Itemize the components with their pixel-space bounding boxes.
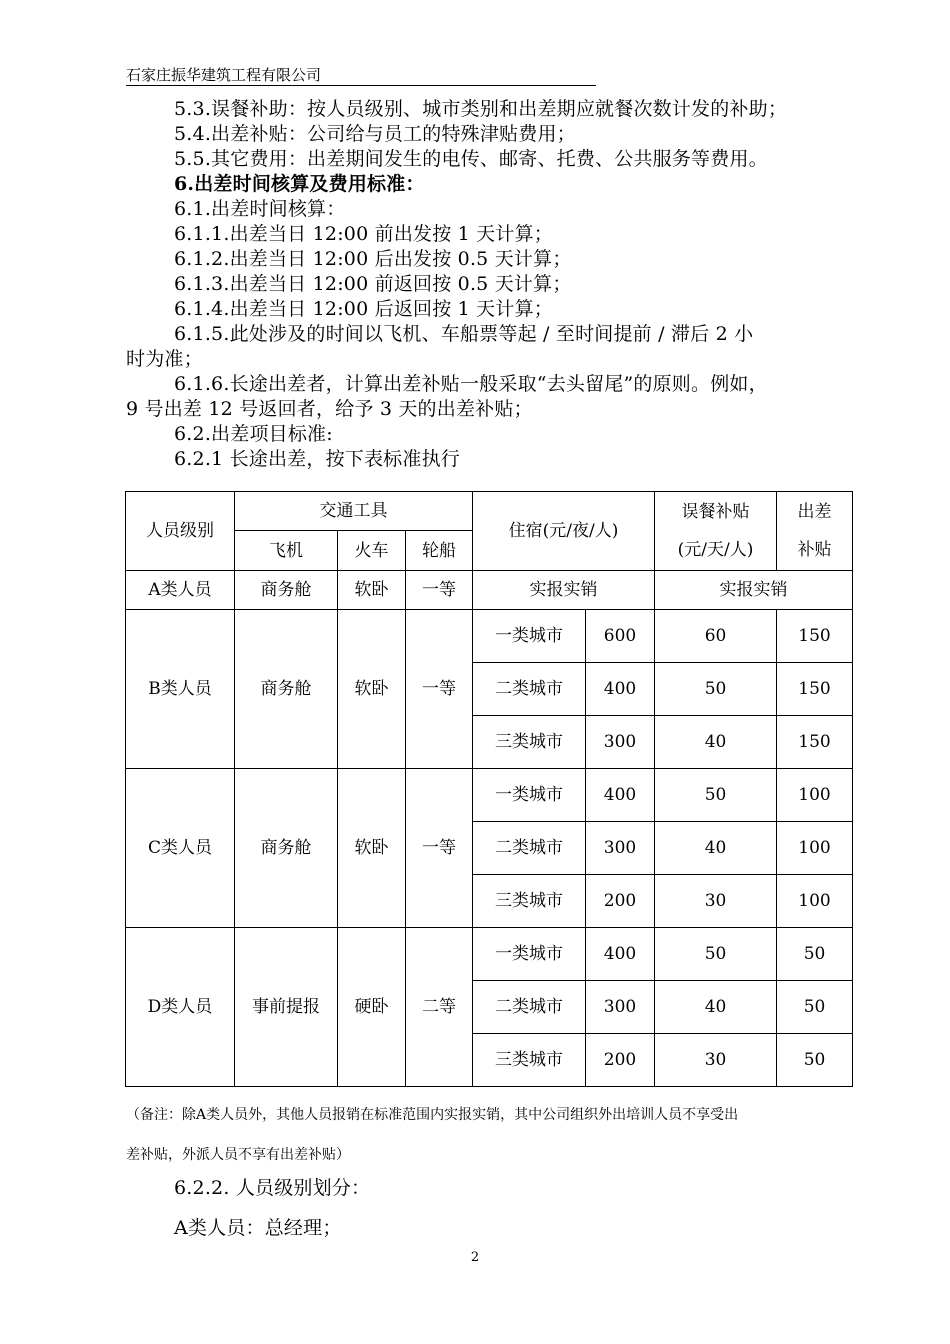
plane-cell: 事前提报 <box>235 928 338 1087</box>
plane-cell: 商务舱 <box>235 571 338 610</box>
header-ship: 轮船 <box>406 531 473 571</box>
city-cell: 三类城市 <box>473 716 586 769</box>
header-allowance <box>777 492 853 571</box>
allowance-cell: 150 <box>777 716 853 769</box>
city-cell: 二类城市 <box>473 822 586 875</box>
section-heading-6: 6.出差时间核算及费用标准： <box>174 173 425 195</box>
plane-cell: 商务舱 <box>235 610 338 769</box>
header-allowance-line2: 补贴 <box>797 540 832 560</box>
meal-cell: 40 <box>655 716 777 769</box>
meal-cell: 50 <box>655 928 777 981</box>
allowance-cell: 100 <box>777 822 853 875</box>
ship-cell: 二等 <box>406 928 473 1087</box>
header-train: 火车 <box>338 531 406 571</box>
paragraph-6-2-1: 6.2.1 长途出差，按下表标准执行 <box>174 448 460 470</box>
header-level: 人员级别 <box>126 492 235 571</box>
table-row <box>126 769 853 822</box>
meal-cell: 40 <box>655 822 777 875</box>
city-cell: 三类城市 <box>473 1034 586 1087</box>
lodging-cell: 实报实销 <box>473 571 655 610</box>
body-text <box>126 97 866 472</box>
city-cell: 三类城市 <box>473 875 586 928</box>
page-number: 2 <box>470 1250 480 1265</box>
lodging-cell: 300 <box>586 822 655 875</box>
paragraph-6-1-6-cont: 9 号出差 12 号返回者，给予 3 天的出差补贴； <box>126 398 533 420</box>
allowance-cell: 100 <box>777 769 853 822</box>
table-row <box>126 571 853 610</box>
table-row <box>126 610 853 663</box>
company-name: 石家庄振华建筑工程有限公司 <box>126 66 322 84</box>
paragraph-6-1-1: 6.1.1.出差当日 12:00 前出发按 1 天计算； <box>174 223 553 245</box>
header-meal <box>655 492 777 571</box>
city-cell: 二类城市 <box>473 981 586 1034</box>
note-line-2: 差补贴，外派人员不享有出差补贴） <box>126 1147 350 1163</box>
ship-cell: 一等 <box>406 571 473 610</box>
paragraph-6-1-4: 6.1.4.出差当日 12:00 后返回按 1 天计算； <box>174 298 553 320</box>
header-transport: 交通工具 <box>235 492 473 531</box>
page-header <box>126 66 596 86</box>
paragraph-6-1-3: 6.1.3.出差当日 12:00 前返回按 0.5 天计算； <box>174 273 572 295</box>
plane-cell: 商务舱 <box>235 769 338 928</box>
meal-cell: 50 <box>655 663 777 716</box>
paragraph-6-1-2: 6.1.2.出差当日 12:00 后出发按 0.5 天计算； <box>174 248 572 270</box>
paragraph-6-1: 6.1.出差时间核算： <box>174 198 346 220</box>
train-cell: 软卧 <box>338 571 406 610</box>
paragraph-6-1-6: 6.1.6.长途出差者，计算出差补贴一般采取“去头留尾”的原则。例如， <box>174 373 768 395</box>
header-lodging: 住宿(元/夜/人) <box>473 492 655 571</box>
meal-cell: 30 <box>655 1034 777 1087</box>
allowance-cell: 50 <box>777 981 853 1034</box>
train-cell: 软卧 <box>338 769 406 928</box>
allowance-cell: 150 <box>777 663 853 716</box>
train-cell: 硬卧 <box>338 928 406 1087</box>
meal-allowance-cell: 实报实销 <box>655 571 853 610</box>
city-cell: 一类城市 <box>473 610 586 663</box>
train-cell: 软卧 <box>338 610 406 769</box>
meal-cell: 50 <box>655 769 777 822</box>
after-table-text <box>126 1168 866 1248</box>
paragraph-5-4: 5.4.出差补贴：公司给与员工的特殊津贴费用； <box>174 123 576 145</box>
meal-cell: 30 <box>655 875 777 928</box>
paragraph-5-3: 5.3.误餐补助：按人员级别、城市类别和出差期应就餐次数计发的补助； <box>174 98 788 120</box>
header-plane: 飞机 <box>235 531 338 571</box>
city-cell: 一类城市 <box>473 928 586 981</box>
meal-cell: 40 <box>655 981 777 1034</box>
travel-standard-table <box>125 491 853 1087</box>
note-line-1: （备注：除A类人员外，其他人员报销在标准范围内实报实销，其中公司组织外出培训人员不享受出 <box>126 1107 739 1123</box>
table-row <box>126 928 853 981</box>
table-note <box>126 1095 856 1175</box>
level-cell: A类人员 <box>126 571 235 610</box>
paragraph-6-2-2: 6.2.2. 人员级别划分： <box>174 1177 371 1199</box>
lodging-cell: 400 <box>586 663 655 716</box>
allowance-cell: 50 <box>777 928 853 981</box>
header-allowance-line1: 出差 <box>797 502 832 522</box>
level-cell: C类人员 <box>126 769 235 928</box>
lodging-cell: 200 <box>586 875 655 928</box>
city-cell: 一类城市 <box>473 769 586 822</box>
paragraph-6-1-5: 6.1.5.此处涉及的时间以飞机、车船票等起 / 至时间提前 / 滞后 2 小 <box>174 323 754 345</box>
allowance-cell: 50 <box>777 1034 853 1087</box>
allowance-cell: 150 <box>777 610 853 663</box>
meal-cell: 60 <box>655 610 777 663</box>
lodging-cell: 300 <box>586 981 655 1034</box>
paragraph-6-1-5-cont: 时为准； <box>126 348 203 370</box>
paragraph-6-2: 6.2.出差项目标准: <box>174 423 333 445</box>
ship-cell: 一等 <box>406 769 473 928</box>
ship-cell: 一等 <box>406 610 473 769</box>
lodging-cell: 600 <box>586 610 655 663</box>
allowance-cell: 100 <box>777 875 853 928</box>
city-cell: 二类城市 <box>473 663 586 716</box>
lodging-cell: 400 <box>586 928 655 981</box>
lodging-cell: 400 <box>586 769 655 822</box>
paragraph-5-5: 5.5.其它费用：出差期间发生的电传、邮寄、托费、公共服务等费用。 <box>174 148 768 170</box>
level-cell: D类人员 <box>126 928 235 1087</box>
header-meal-line2: (元/天/人) <box>677 540 754 560</box>
lodging-cell: 200 <box>586 1034 655 1087</box>
level-cell: B类人员 <box>126 610 235 769</box>
lodging-cell: 300 <box>586 716 655 769</box>
header-meal-line1: 误餐补贴 <box>681 502 750 522</box>
paragraph-a-class: A类人员：总经理； <box>174 1217 342 1239</box>
